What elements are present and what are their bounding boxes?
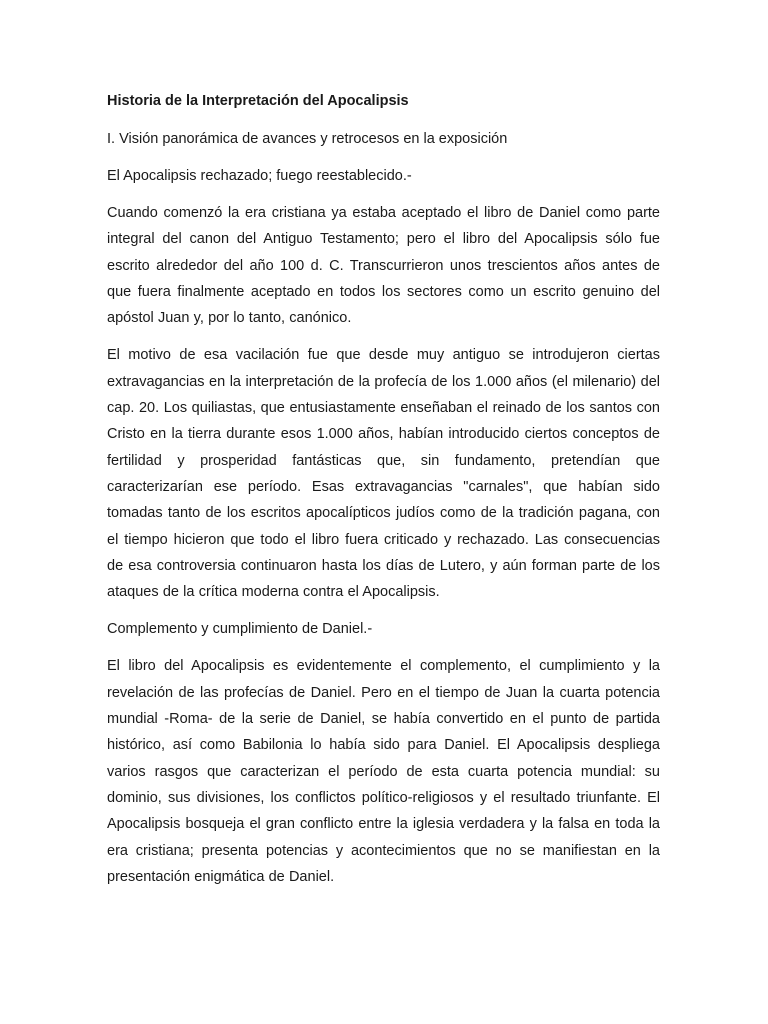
- subheading-complemento-daniel: Complemento y cumplimiento de Daniel.-: [107, 621, 373, 638]
- paragraph-3: El libro del Apocalipsis es evidentemente el complemento, el cumplimiento y la revelación de las profecías de Daniel. Pero en el tiempo de Juan la cuarta potencia mundial -Roma- de la serie de Daniel, se había convertido en el punto de partida histórico, así como Babilonia lo había sido para Daniel. El Apocalipsis despliega varios rasgos que caracterizan el período de esta cuarta potencia mundial: su dominio, sus divisiones, los conflictos político-religiosos y el resultado triunfante. El Apocalipsis bosqueja el gran conflicto entre la iglesia verdadera y la falsa en toda la era cristiana; presenta potencias y acontecimientos que no se manifiestan en la presentación enigmática de Daniel.: [107, 658, 660, 885]
- paragraph-1: Cuando comenzó la era cristiana ya estaba aceptado el libro de Daniel como parte integral del canon del Antiguo Testamento; pero el libro del Apocalipsis sólo fue escrito alrededor del año 100 d. C. Transcurrieron unos trescientos años antes de que fuera finalmente aceptado en todos los sectores como un escrito genuino del apóstol Juan y, por lo tanto, canónico.: [107, 205, 660, 327]
- document-page: [107, 88, 660, 901]
- paragraph-2: El motivo de esa vacilación fue que desde muy antiguo se introdujeron ciertas extravagancias en la interpretación de la profecía de los 1.000 años (el milenario) del cap. 20. Los quiliastas, que entusiastamente enseñaban el reinado de los santos con Cristo en la tierra durante esos 1.000 años, habían introducido ciertos conceptos de fertilidad y prosperidad fantásticas que, sin fundamento, pretendían que caracterizarían ese período. Esas extravagancias "carnales", que habían sido tomadas tanto de los escritos apocalípticos judíos como de la tradición pagana, con el tiempo hicieron que todo el libro fuera criticado y rechazado. Las consecuencias de esa controversia continuaron hasta los días de Lutero, y aún forman parte de los ataques de la crítica moderna contra el Apocalipsis.: [107, 347, 660, 601]
- subheading-apocalipsis-rechazado: El Apocalipsis rechazado; fuego reestablecido.-: [107, 168, 412, 184]
- document-title: Historia de la Interpretación del Apocalipsis: [107, 93, 409, 109]
- section-heading: I. Visión panorámica de avances y retrocesos en la exposición: [107, 131, 508, 147]
